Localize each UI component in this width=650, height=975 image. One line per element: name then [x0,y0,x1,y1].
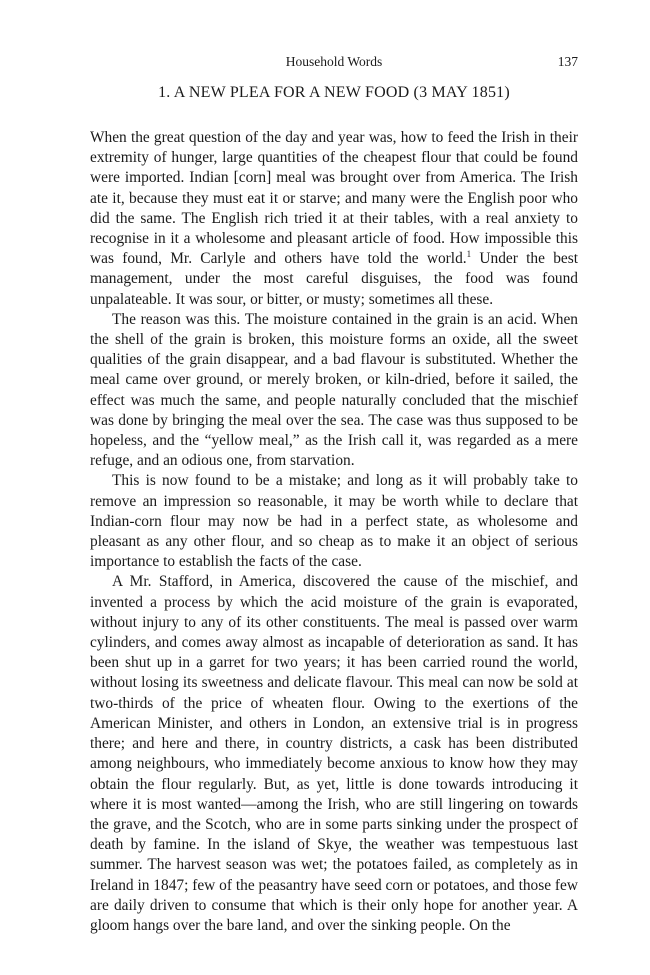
footnote-marker[interactable]: 1 [466,249,472,260]
paragraph-2: The reason was this. The moisture contained in the grain is an acid. When the shell of the grain is broken, this moisture forms an oxide, all the sweet qualities of the grain disappear, and a bad flavour is substituted. Whether the meal came over ground, or merely broken, or kiln-dried, before it sailed, the effect was much the same, and people naturally concluded that the mischief was done by bringing the meal over the sea. The case was thus supposed to be hopeless, and the “yellow meal,” as the Irish call it, was regarded as a mere refuge, and an odious one, from starvation. [90,310,578,470]
paragraph-1 [90,128,578,310]
paragraph-4: A Mr. Stafford, in America, discovered the cause of the mischief, and invented a process by which the acid moisture of the grain is evaporated, without injury to any of its other constituents. The meal is passed over warm cylinders, and comes away almost as incapable of deterioration as sand. It has been shut up in a garret for two years; it has been carried round the world, without losing its sweetness and delicate flavour. This meal can now be sold at two-thirds of the price of wheaten flour. Owing to the exertions of the American Minister, and others in London, an extensive trial is in progress there; and here and there, in country districts, a cask has been distributed among neighbours, who immediately become anxious to know how they may obtain the flour regularly. But, as yet, little is done towards introducing it where it is most wanted—among the Irish, who are still lingering on towards the grave, and the Scotch, who are in some parts sinking under the prospect of death by famine. In the island of Skye, the weather was tempestuous last summer. The harvest season was wet; the potatoes failed, as completely as in Ireland in 1847; few of the peasantry have seed corn or potatoes, and those few are daily driven to consume that which is their only hope for another year. A gloom hangs over the bare land, and over the sinking people. On the [90,573,578,934]
article-body [90,128,578,936]
paragraph-1-text-cont: Under the best management, under the most careful disguises, the food was found unpalateable. It was sour, or bitter, or musty; sometimes all these. [90,250,578,308]
paragraph-1-text: When the great question of the day and year was, how to feed the Irish in their extremity of hunger, large quantities of the cheapest flour that could be found were imported. Indian [corn] meal was brought over from America. The Irish ate it, because they must eat it or starve; and many were the English poor who did the same. The English rich tried it at their tables, with a real anxiety to recognise in it a wholesome and pleasant article of food. How impossible this was found, Mr. Carlyle and others have told the world. [90,129,578,268]
page-number: 137 [557,54,578,69]
journal-title: Household Words [285,54,383,69]
paragraph-3: This is now found to be a mistake; and long as it will probably take to remove an impression so reasonable, it may be worth while to declare that Indian-corn flour may now be had in a perfect state, as wholesome and pleasant as any other flour, and so cheap as to make it an object of serious importance to establish the facts of the case. [90,472,578,571]
article-title: 1. A NEW PLEA FOR A NEW FOOD (3 MAY 1851) [158,84,510,101]
running-head [90,54,578,74]
